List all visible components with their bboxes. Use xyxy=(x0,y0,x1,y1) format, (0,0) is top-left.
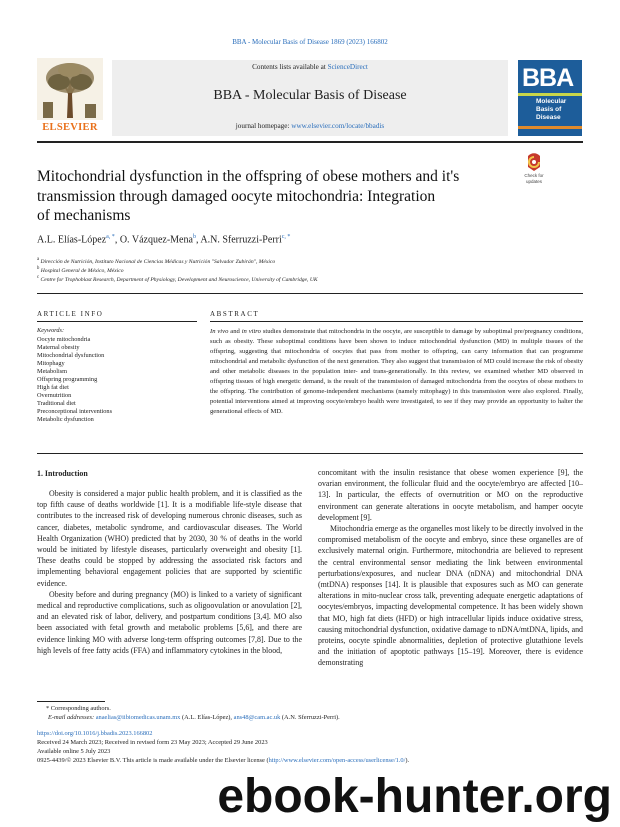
article-title: Mitochondrial dysfunction in the offspring of obese mothers and it's transmission through damaged oocyte mitochondria: Integration of mechanisms xyxy=(37,168,460,224)
footnote-rule xyxy=(37,701,105,702)
cover-stripe xyxy=(518,93,582,96)
cover-line: Molecular xyxy=(536,98,567,105)
available-online: Available online 5 July 2023 xyxy=(37,748,111,755)
intro-paragraph: Obesity before and during pregnancy (MO) is linked to a variety of significant medical and reproductive complications, such as oligoovulation or anovulation [2], and an elevated risk of labor, delivery, and postpartum conditions [3,4]. MO also been associated with fetal growth and metabolic problems [5,6], and there are evidence linking MO with adverse long-term offspring outcomes [7,8]. Due to the high levels of free fatty acids (FFA) and inflammatory cytokines in the blood, xyxy=(37,589,302,655)
cover-line: Basis of xyxy=(536,106,562,113)
abstract-text: In vivo and in vitro studies demonstrate that mitochondria in the oocyte, are susceptible to damage by suboptimal pre/pregnancy conditions, such as obesity. These suboptimal conditions have been shown to induce mitochondrial dysfunction (MD) in multiple tissues of the offspring, suggesting that mitochondria of oocytes that pass from mother to offspring, can carry information that can programme mitochondrial and metabolic dysfunction of the next generation. They also suggest that transmission of MD could increase the risk of obesity and other metabolic diseases in the population inter- and trans-generationally. In this review, we examined whether MD observed in offspring tissues of high energetic demand, is the result of the transmission of damaged mitochondria from the oocytes of obese mothers to the offspring. The contribution of genome-independent mechanisms (namely mitophagy) in this transmission were also explored. Finally, potential interventions aimed at improving oocyte/embryo health were investigated, to see if they may provide an opportunity to halter the generational effects of MD. xyxy=(210,328,583,415)
keyword: Mitochondrial dysfunction xyxy=(37,351,105,359)
keyword: Preconceptional interventions xyxy=(37,407,113,415)
article-info-rule xyxy=(37,321,197,322)
abstract-heading: ABSTRACT xyxy=(210,310,260,318)
affiliation: $^c$ Centre for Trophoblast Research, Department of Physiology, Development and Neuroscience, University of Cambridge, UK xyxy=(37,275,318,283)
watermark-text: ebook-hunter.org xyxy=(217,770,612,823)
keyword: Mitophagy xyxy=(37,359,65,367)
author-name: A.L. Elías-López xyxy=(37,234,107,246)
author-name: O. Vázquez-Mena xyxy=(119,234,193,246)
affiliation-rule xyxy=(37,293,583,294)
abstract-end-rule xyxy=(37,453,583,454)
doi-link[interactable]: https://doi.org/10.1016/j.bbadis.2023.166802 xyxy=(37,730,153,737)
intro-right-column xyxy=(318,467,583,669)
sciencedirect-link[interactable]: ScienceDirect xyxy=(327,63,368,71)
license-link[interactable]: http://www.elsevier.com/open-access/userlicense/1.0/ xyxy=(268,757,406,764)
intro-paragraph: Obesity is considered a major public health problem, and it is classified as the top fifth cause of deaths worldwide [1]. It is a modifiable life-style disease that contributes to the increased risk of developing numerous chronic diseases, such as cancer, diabetes, metabolic syndrome, and cardiovascular diseases. The World Health Organization (WHO) predicted that by 2030, 30 % of deaths in the world would be initiated by lifestyle diseases, particularly overweight and obesity [1]. These deaths could be stopped by addressing the associated risk factors and implementing behavioral engagement policies that are supported by scientific evidence. xyxy=(37,489,302,588)
journal-homepage: journal homepage: www.elsevier.com/locate/bbadis xyxy=(235,122,385,130)
intro-paragraph: Mitochondria emerge as the organelles most likely to be directly involved in the compromised metabolism of the oocyte and embryo, since these organelles are of exclusively maternal origin. Furthermore, mitochondria are believed to represent the central environmental sensor mediating the link between environmental perturbations/exposures, and nuclear DNA (nDNA) and mitochondrial DNA (mtDNA) responses [14]. It is plausible that exposures such as MO can generate alterations in mito-nuclear cross talk, preventing adequate energetic adaptations of oocytes/embryos, impacting developmental competence. It has been widely shown that MO, high fat diets (HFD) or high intracellular lipids induce oxidative stress, causing mitochondrial dysfunction, oxidative damage to nDNA/mtDNA, lipids, and proteins, oocyte spindle abnormalities, depletion of protective glutathione levels and the initiation of apoptotic pathways [15–19]. Moreover, there is evidence demonstrating xyxy=(318,524,583,668)
intro-left-column xyxy=(37,488,302,656)
keyword: Metabolic dysfunction xyxy=(37,415,94,423)
email-link[interactable]: anaelias@iibiomedicas.unam.mx xyxy=(95,714,181,721)
article-info-heading: ARTICLE INFO xyxy=(37,310,104,318)
elsevier-tree-logo-icon xyxy=(37,58,103,120)
corresponding-authors-note: * Corresponding authors. xyxy=(46,705,111,712)
intro-paragraph: concomitant with the insulin resistance that obese women experience [9], the ovarian environment, the follicular fluid and the oocyte/embryo are affected [10–13]. In particular, the effects of overnutrition or MO on the reproductive environment can generate alterations in oocyte metabolism, and hamper oocyte development [9]. xyxy=(318,468,583,522)
author-name: A.N. Sferruzzi-Perri xyxy=(200,234,282,246)
author-list: A.L. Elías-López$^{a, *}$, O. Vázquez-Mena$^b$, A.N. Sferruzzi-Perri$^{c, *}$ xyxy=(37,234,291,246)
check-for-updates-label[interactable]: Check for updates xyxy=(524,173,544,184)
keywords-label: Keywords: xyxy=(37,327,65,334)
cover-stripe xyxy=(518,126,582,129)
contents-available: Contents lists available at ScienceDirect xyxy=(252,63,368,71)
keyword: Offspring programming xyxy=(37,375,98,383)
abstract-rule xyxy=(210,321,583,322)
elsevier-wordmark: ELSEVIER xyxy=(42,122,98,133)
homepage-link[interactable]: www.elsevier.com/locate/bbadis xyxy=(291,122,385,130)
affiliation: $^b$ Hospital General de México, México xyxy=(37,266,124,274)
journal-citation[interactable]: BBA - Molecular Basis of Disease 1869 (2023) 166802 xyxy=(232,38,388,46)
author-affil-marker[interactable]: c, * xyxy=(281,234,291,240)
keyword: Oocyte mitochondria xyxy=(37,336,91,343)
keyword: Metabolism xyxy=(37,367,68,375)
keyword: Maternal obesity xyxy=(37,343,80,351)
license-line: 0925-4439/© 2023 Elsevier B.V. This article is made available under the Elsevier license (http://www.elsevier.com/open-access/userlicense/1.0/). xyxy=(37,757,410,764)
cover-title: BBA xyxy=(522,64,574,92)
keyword: Traditional diet xyxy=(37,399,76,407)
email-addresses: E-mail addresses: anaelias@iibiomedicas.unam.mx (A.L. Elías-López), ans48@cam.ac.uk (A.N. Sferruzzi-Perri). xyxy=(48,714,340,721)
keyword-list xyxy=(37,336,112,423)
journal-name: BBA - Molecular Basis of Disease xyxy=(213,88,407,103)
author-affil-marker[interactable]: b xyxy=(192,234,196,240)
affiliation: $^a$ Dirección de Nutrición, Instituto Nacional de Ciencias Médicas y Nutrición "Salvador Zubirán", México xyxy=(37,257,276,265)
author-affil-marker[interactable]: a, * xyxy=(106,234,115,240)
header-rule xyxy=(37,141,583,143)
cover-line: Disease xyxy=(536,114,561,121)
received-dates: Received 24 March 2023; Received in revised form 23 May 2023; Accepted 29 June 2023 xyxy=(37,739,268,746)
journal-cover-thumbnail[interactable] xyxy=(518,60,582,136)
email-link[interactable]: ans48@cam.ac.uk xyxy=(233,714,281,721)
keyword: Overnutrition xyxy=(37,391,72,399)
watermark xyxy=(140,762,620,824)
introduction-heading: 1. Introduction xyxy=(37,469,88,478)
keyword: High fat diet xyxy=(37,383,69,391)
